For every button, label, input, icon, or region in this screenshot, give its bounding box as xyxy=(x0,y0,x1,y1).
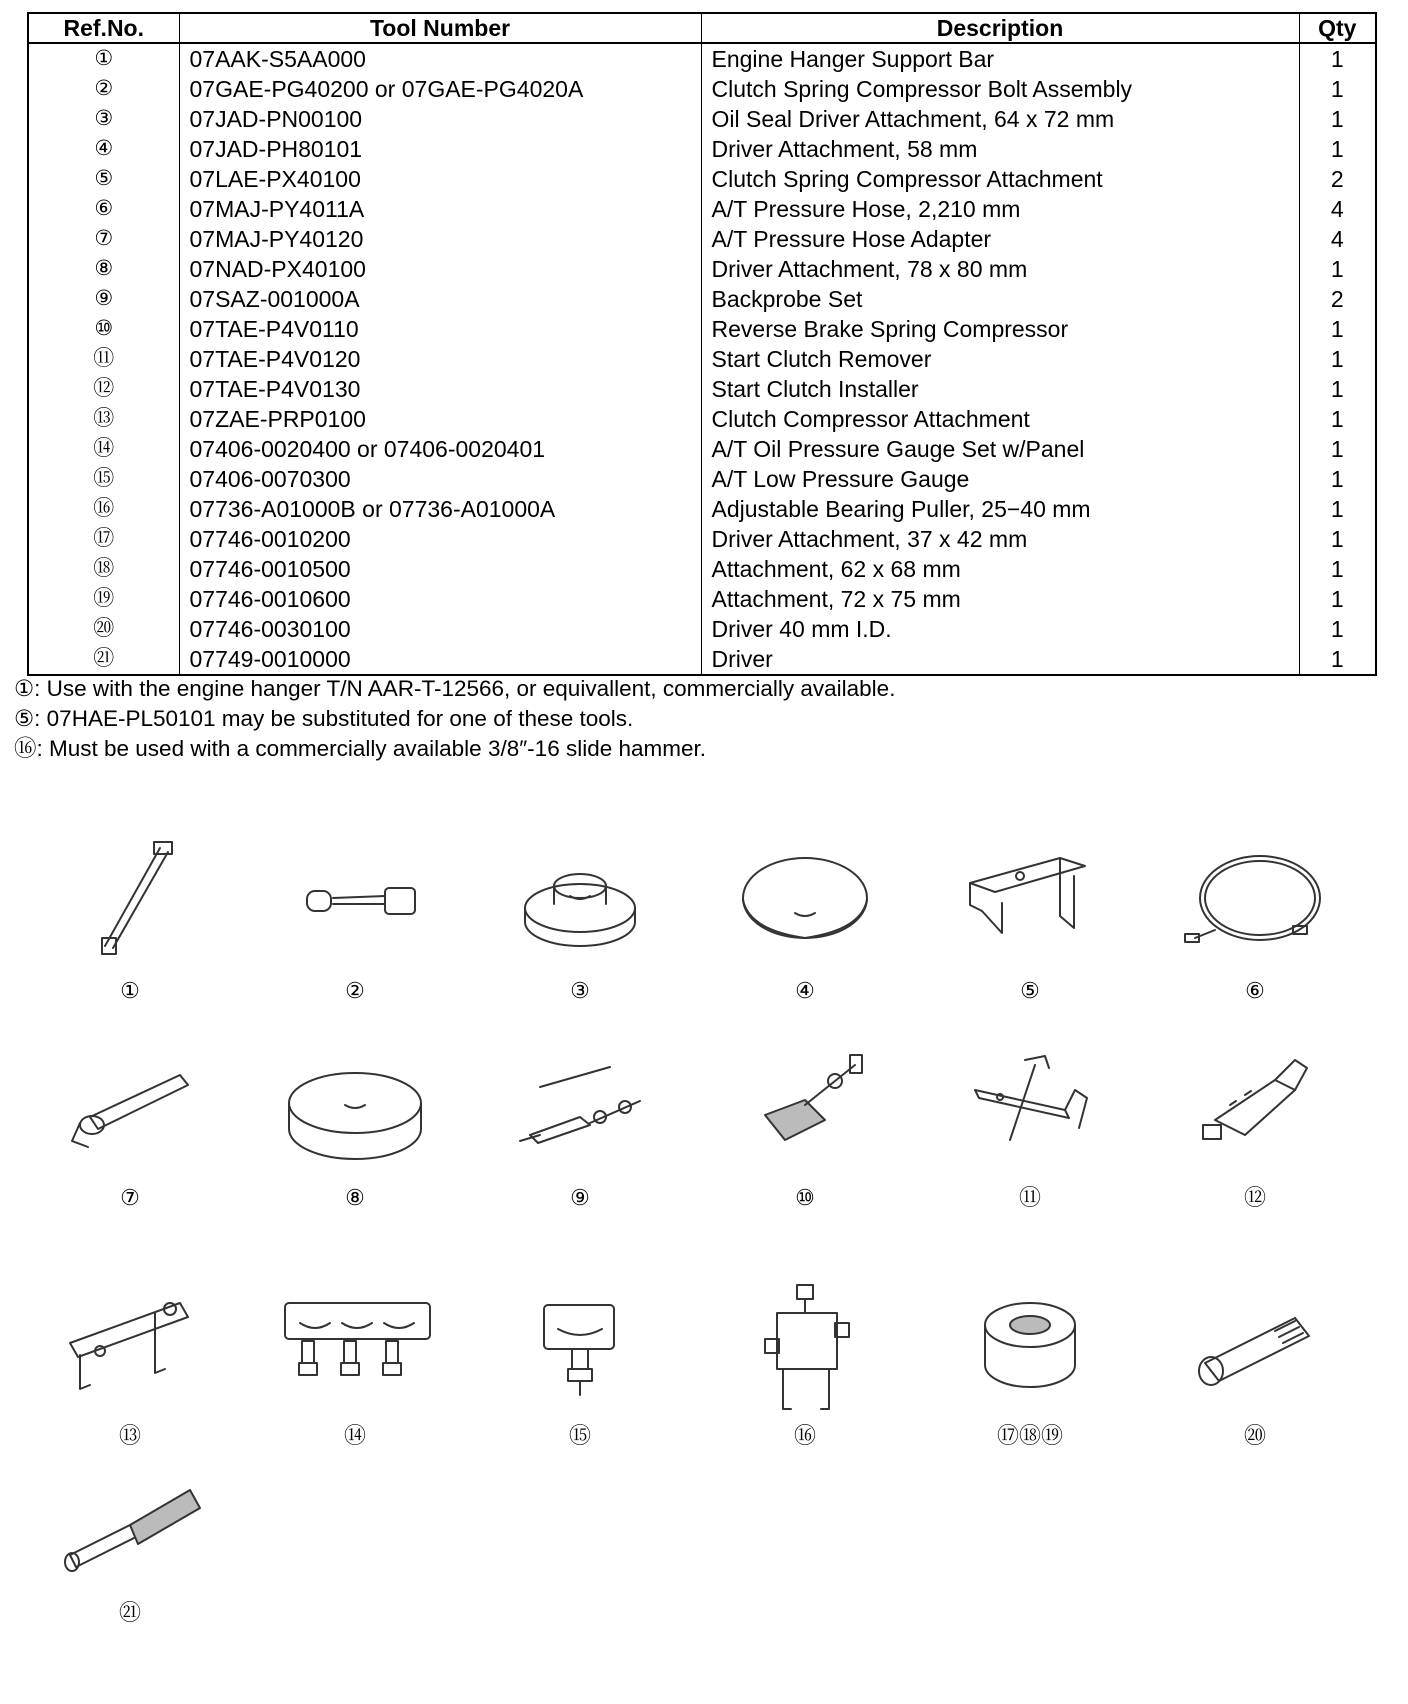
support-bar-icon xyxy=(50,838,210,968)
tool-figure xyxy=(930,1283,1130,1448)
ref-no-cell: ⑪ xyxy=(28,344,179,374)
ref-no-cell: ⑧ xyxy=(28,254,179,284)
clutch-installer-icon xyxy=(1175,1045,1335,1175)
tool-figure xyxy=(480,1045,680,1210)
tool-number-cell: 07TAE-P4V0110 xyxy=(179,314,701,344)
ref-no-cell: ⑨ xyxy=(28,284,179,314)
figure-label: ⑨ xyxy=(570,1185,590,1210)
description-cell: Reverse Brake Spring Compressor xyxy=(701,314,1299,344)
tool-figure xyxy=(255,1283,455,1448)
qty-cell: 1 xyxy=(1299,43,1376,74)
tool-number-cell: 07LAE-PX40100 xyxy=(179,164,701,194)
qty-cell: 1 xyxy=(1299,134,1376,164)
description-cell: Backprobe Set xyxy=(701,284,1299,314)
compressor-attachment-icon xyxy=(950,838,1110,968)
description-cell: A/T Oil Pressure Gauge Set w/Panel xyxy=(701,434,1299,464)
ref-no-cell: ⑭ xyxy=(28,434,179,464)
tool-number-cell: 07746-0010500 xyxy=(179,554,701,584)
tool-figure xyxy=(480,1283,680,1448)
tool-figure xyxy=(705,1045,905,1210)
ref-no-cell: ⑰ xyxy=(28,524,179,554)
ref-no-cell: ⑦ xyxy=(28,224,179,254)
bolt-assembly-icon xyxy=(275,838,435,968)
tool-number-cell: 07746-0010200 xyxy=(179,524,701,554)
description-cell: Start Clutch Remover xyxy=(701,344,1299,374)
tool-figure xyxy=(1155,1045,1355,1210)
driver-disc-icon xyxy=(725,838,885,968)
clutch-compressor-icon xyxy=(50,1283,210,1413)
description-cell: Start Clutch Installer xyxy=(701,374,1299,404)
tool-figure xyxy=(930,1045,1130,1210)
description-cell: Driver Attachment, 58 mm xyxy=(701,134,1299,164)
driver-handle-icon xyxy=(50,1460,210,1590)
figure-label: ① xyxy=(120,978,140,1003)
ref-no-cell: ① xyxy=(28,43,179,74)
tool-number-cell: 07NAD-PX40100 xyxy=(179,254,701,284)
footnote: ①: Use with the engine hanger T/N AAR-T-12566, or equivallent, commercially available. xyxy=(14,676,896,701)
header-ref-no: Ref.No. xyxy=(28,13,179,43)
tool-figure xyxy=(480,838,680,1003)
description-cell: Attachment, 62 x 68 mm xyxy=(701,554,1299,584)
figure-label: ⑭ xyxy=(343,1423,366,1448)
qty-cell: 1 xyxy=(1299,434,1376,464)
tool-number-cell: 07GAE-PG40200 or 07GAE-PG4020A xyxy=(179,74,701,104)
ref-no-cell: ⑬ xyxy=(28,404,179,434)
description-cell: A/T Pressure Hose Adapter xyxy=(701,224,1299,254)
tool-number-cell: 07ZAE-PRP0100 xyxy=(179,404,701,434)
ref-no-cell: ㉑ xyxy=(28,644,179,675)
tool-number-cell: 07749-0010000 xyxy=(179,644,701,675)
driver-attachment-icon xyxy=(275,1045,435,1175)
tool-number-cell: 07406-0020400 or 07406-0020401 xyxy=(179,434,701,464)
figure-label: ④ xyxy=(795,978,815,1003)
description-cell: Driver Attachment, 78 x 80 mm xyxy=(701,254,1299,284)
ref-no-cell: ⑥ xyxy=(28,194,179,224)
qty-cell: 1 xyxy=(1299,74,1376,104)
figure-label: ③ xyxy=(570,978,590,1003)
tool-number-cell: 07TAE-P4V0130 xyxy=(179,374,701,404)
qty-cell: 2 xyxy=(1299,164,1376,194)
description-cell: Clutch Compressor Attachment xyxy=(701,404,1299,434)
figure-label: ⑳ xyxy=(1243,1423,1266,1448)
figure-label: ⑰⑱⑲ xyxy=(996,1423,1063,1448)
tool-number-cell: 07406-0070300 xyxy=(179,464,701,494)
figure-label: ⑩ xyxy=(795,1185,815,1210)
tool-figure xyxy=(30,1045,230,1210)
ref-no-cell: ⑲ xyxy=(28,584,179,614)
tool-figure xyxy=(255,1045,455,1210)
qty-cell: 1 xyxy=(1299,314,1376,344)
figure-label: ⑪ xyxy=(1018,1185,1041,1210)
ref-no-cell: ③ xyxy=(28,104,179,134)
ref-no-cell: ⑮ xyxy=(28,464,179,494)
description-cell: Clutch Spring Compressor Attachment xyxy=(701,164,1299,194)
header-qty: Qty xyxy=(1299,13,1376,43)
tool-figure xyxy=(705,1283,905,1448)
figure-label: ⑯ xyxy=(793,1423,816,1448)
description-cell: Attachment, 72 x 75 mm xyxy=(701,584,1299,614)
figure-label: ⑬ xyxy=(118,1423,141,1448)
figure-label: ⑦ xyxy=(120,1185,140,1210)
qty-cell: 4 xyxy=(1299,224,1376,254)
footnote: ⑯: Must be used with a commercially available 3/8″-16 slide hammer. xyxy=(14,736,707,761)
tool-number-cell: 07SAZ-001000A xyxy=(179,284,701,314)
ref-no-cell: ⑤ xyxy=(28,164,179,194)
description-cell: Adjustable Bearing Puller, 25−40 mm xyxy=(701,494,1299,524)
backprobe-set-icon xyxy=(500,1045,660,1175)
ref-no-cell: ② xyxy=(28,74,179,104)
qty-cell: 4 xyxy=(1299,194,1376,224)
qty-cell: 1 xyxy=(1299,104,1376,134)
figure-label: ⑫ xyxy=(1243,1185,1266,1210)
ref-no-cell: ⑫ xyxy=(28,374,179,404)
qty-cell: 1 xyxy=(1299,614,1376,644)
tool-figure xyxy=(930,838,1130,1003)
spring-compressor-icon xyxy=(725,1045,885,1175)
clutch-remover-icon xyxy=(950,1045,1110,1175)
ref-no-cell: ⑳ xyxy=(28,614,179,644)
footnote: ⑤: 07HAE-PL50101 may be substituted for one of these tools. xyxy=(14,706,634,731)
tool-number-cell: 07AAK-S5AA000 xyxy=(179,43,701,74)
header-description: Description xyxy=(701,13,1299,43)
tool-figure xyxy=(705,838,905,1003)
tool-number-cell: 07JAD-PH80101 xyxy=(179,134,701,164)
tool-number-cell: 07736-A01000B or 07736-A01000A xyxy=(179,494,701,524)
tool-figure xyxy=(1155,1283,1355,1448)
qty-cell: 1 xyxy=(1299,254,1376,284)
description-cell: A/T Low Pressure Gauge xyxy=(701,464,1299,494)
tool-number-cell: 07MAJ-PY40120 xyxy=(179,224,701,254)
bearing-puller-icon xyxy=(725,1283,885,1413)
tool-figure xyxy=(30,1283,230,1448)
qty-cell: 1 xyxy=(1299,644,1376,675)
figure-label: ② xyxy=(345,978,365,1003)
qty-cell: 1 xyxy=(1299,584,1376,614)
qty-cell: 1 xyxy=(1299,374,1376,404)
oil-seal-driver-icon xyxy=(500,838,660,968)
tool-number-cell: 07746-0030100 xyxy=(179,614,701,644)
description-cell: Driver Attachment, 37 x 42 mm xyxy=(701,524,1299,554)
tool-number-cell: 07JAD-PN00100 xyxy=(179,104,701,134)
header-tool-number: Tool Number xyxy=(179,13,701,43)
description-cell: Clutch Spring Compressor Bolt Assembly xyxy=(701,74,1299,104)
figure-label: ⑧ xyxy=(345,1185,365,1210)
tool-number-cell: 07MAJ-PY4011A xyxy=(179,194,701,224)
ref-no-cell: ⑱ xyxy=(28,554,179,584)
qty-cell: 1 xyxy=(1299,554,1376,584)
qty-cell: 1 xyxy=(1299,404,1376,434)
pressure-hose-icon xyxy=(1175,838,1335,968)
tool-number-cell: 07TAE-P4V0120 xyxy=(179,344,701,374)
figure-label: ⑥ xyxy=(1245,978,1265,1003)
description-cell: Driver 40 mm I.D. xyxy=(701,614,1299,644)
qty-cell: 2 xyxy=(1299,284,1376,314)
figure-label: ⑮ xyxy=(568,1423,591,1448)
driver-tube-icon xyxy=(1175,1283,1335,1413)
tool-figure xyxy=(255,838,455,1003)
qty-cell: 1 xyxy=(1299,494,1376,524)
ref-no-cell: ⑩ xyxy=(28,314,179,344)
tool-figure xyxy=(30,1460,230,1625)
qty-cell: 1 xyxy=(1299,344,1376,374)
figure-label: ⑤ xyxy=(1020,978,1040,1003)
description-cell: Driver xyxy=(701,644,1299,675)
tool-number-cell: 07746-0010600 xyxy=(179,584,701,614)
figure-label: ㉑ xyxy=(118,1600,141,1625)
description-cell: Oil Seal Driver Attachment, 64 x 72 mm xyxy=(701,104,1299,134)
tool-figure xyxy=(1155,838,1355,1003)
description-cell: Engine Hanger Support Bar xyxy=(701,43,1299,74)
ref-no-cell: ④ xyxy=(28,134,179,164)
hose-adapter-icon xyxy=(50,1045,210,1175)
tool-figure xyxy=(30,838,230,1003)
low-pressure-gauge-icon xyxy=(500,1283,660,1413)
qty-cell: 1 xyxy=(1299,524,1376,554)
description-cell: A/T Pressure Hose, 2,210 mm xyxy=(701,194,1299,224)
gauge-set-panel-icon xyxy=(275,1283,435,1413)
ref-no-cell: ⑯ xyxy=(28,494,179,524)
qty-cell: 1 xyxy=(1299,464,1376,494)
attachment-ring-icon xyxy=(950,1283,1110,1413)
